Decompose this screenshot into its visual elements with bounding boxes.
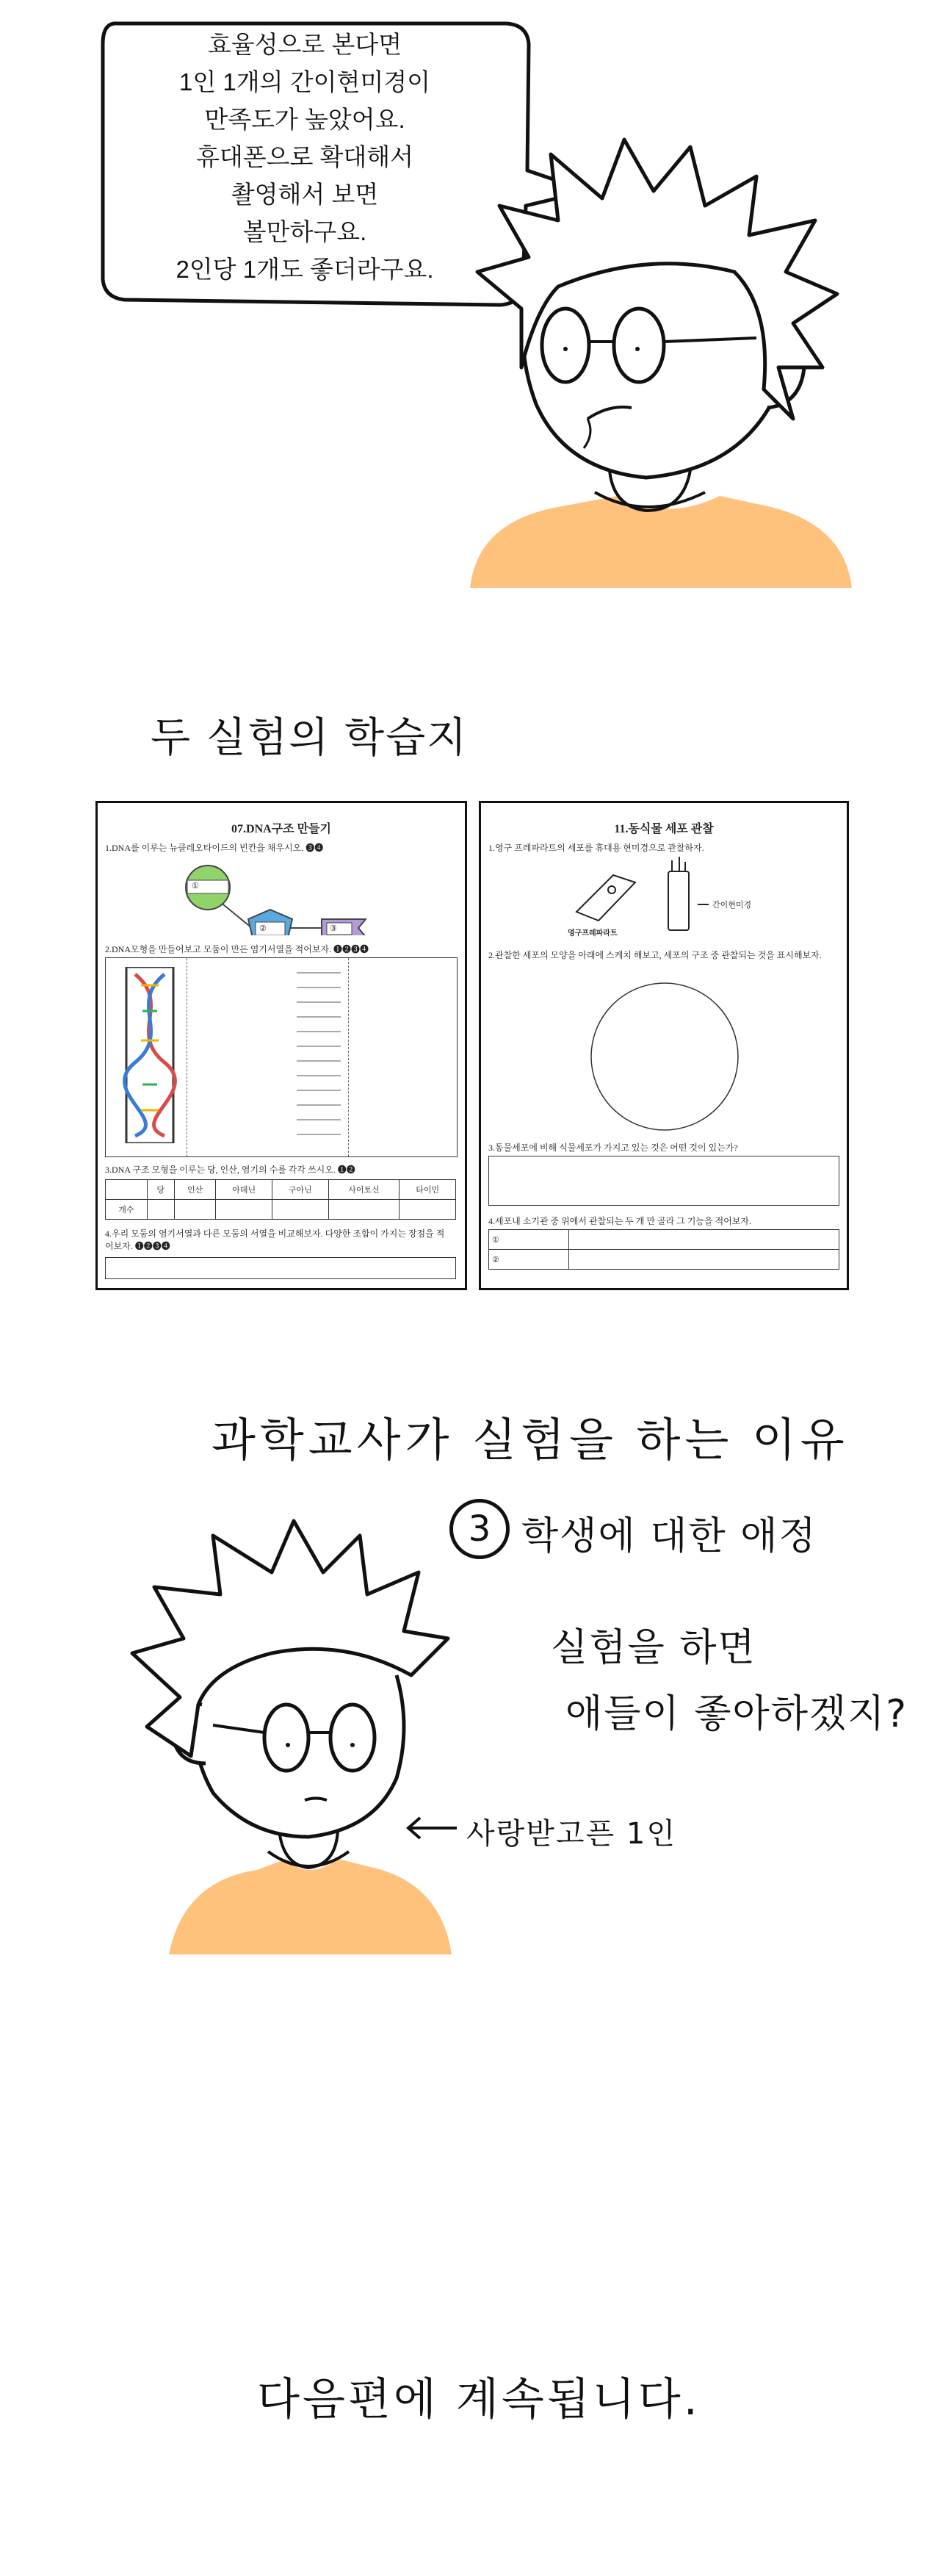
point-text: 학생에 대한 애정 bbox=[521, 1514, 817, 1558]
table-cell bbox=[328, 1200, 400, 1220]
table-header bbox=[106, 1180, 148, 1200]
table-row-label: ② bbox=[489, 1250, 569, 1270]
table-row-label: ① bbox=[489, 1230, 569, 1250]
point-number: 3 bbox=[468, 1508, 491, 1550]
question-4: 4.세포내 소기관 중 위에서 관찰되는 두 개 만 골라 그 기능을 적어보자. bbox=[488, 1216, 751, 1226]
question-1: 1.DNA를 이루는 뉴클레오타이드의 빈칸을 채우시오. ❸❹ bbox=[105, 843, 324, 853]
table-cell bbox=[174, 1200, 216, 1220]
organelle-table bbox=[488, 1229, 839, 1270]
question-3: 3.DNA 구조 모형을 이루는 당, 인산, 염기의 수를 각각 쓰시오. ❶❷ bbox=[105, 1165, 355, 1175]
question-3: 3.동물세포에 비해 식물세포가 가지고 있는 것은 어떤 것이 있는가? bbox=[488, 1143, 738, 1153]
bubble-line: 볼만하구요. bbox=[242, 218, 367, 245]
bubble-line: 효율성으로 본다면 bbox=[207, 31, 402, 58]
bubble-line: 1인 1개의 간이현미경이 bbox=[179, 68, 430, 96]
worksheet-cells bbox=[479, 801, 849, 1290]
table-header: 아데닌 bbox=[216, 1180, 272, 1200]
sketch-circle bbox=[588, 979, 742, 1134]
table-cell bbox=[569, 1230, 839, 1250]
nuc-label-3: ③ bbox=[330, 924, 337, 933]
answer-box bbox=[488, 1156, 839, 1206]
table-header: 타이민 bbox=[400, 1180, 456, 1200]
nuc-label-2: ② bbox=[259, 924, 267, 933]
bubble-line: 촬영해서 보면 bbox=[231, 181, 379, 208]
dna-model-box bbox=[105, 957, 458, 1157]
panel-1 bbox=[0, 0, 940, 602]
thought-line: 실험을 하면 bbox=[551, 1626, 756, 1670]
arrow-left-icon bbox=[402, 1813, 461, 1843]
worksheet-dna bbox=[95, 801, 467, 1290]
teacher-character bbox=[103, 1514, 485, 1969]
table-cell bbox=[216, 1200, 272, 1220]
base-pair-rungs bbox=[289, 965, 348, 1149]
arrow-label: 사랑받고픈 1인 bbox=[466, 1817, 677, 1851]
nuc-label-1: ① bbox=[192, 882, 199, 891]
question-4: 4.우리 모둠의 염기서열과 다른 모둠의 서열을 비교해보자. 다양한 조합이 가지는 장점을 적어보자. ❶❷❸❹ bbox=[105, 1228, 445, 1251]
answer-box bbox=[105, 1257, 456, 1279]
bubble-line: 2인당 1개도 좋더라구요. bbox=[176, 256, 434, 283]
question-2: 2.관찰한 세포의 모양을 아래에 스케치 해보고, 세포의 구조 중 관찰되는 것을 표시해보자. bbox=[488, 950, 822, 960]
table-cell bbox=[272, 1200, 329, 1220]
bubble-line: 휴대폰으로 확대해서 bbox=[195, 143, 414, 170]
table-cell bbox=[569, 1250, 839, 1270]
table-row-label: 개수 bbox=[106, 1200, 148, 1220]
table-header: 구아닌 bbox=[272, 1180, 329, 1200]
dna-divider bbox=[348, 958, 349, 1156]
to-be-continued: 다음편에 계속됩니다. bbox=[257, 2374, 701, 2425]
question-2: 2.DNA모형을 만들어보고 모둠이 만든 염기서열을 적어보자. ❶❷❸❹ bbox=[105, 944, 369, 954]
nucleotide-diagram bbox=[171, 855, 391, 935]
table-header: 사이토신 bbox=[328, 1180, 400, 1200]
worksheet-title: 11.동식물 세포 관찰 bbox=[614, 823, 714, 835]
worksheets-caption: 두 실험의 학습지 bbox=[151, 714, 469, 762]
teacher-character bbox=[426, 125, 881, 595]
thought-line: 애들이 좋아하겠지? bbox=[565, 1692, 908, 1736]
reason-heading: 과학교사가 실험을 하는 이유 bbox=[212, 1413, 849, 1467]
count-table bbox=[105, 1179, 456, 1220]
label-scope: 간이현미경 bbox=[712, 901, 752, 910]
table-header: 당 bbox=[147, 1180, 174, 1200]
table-cell bbox=[400, 1200, 456, 1220]
label-slide: 영구프레파라트 bbox=[568, 929, 618, 938]
question-1: 1.영구 프레파라트의 세포를 휴대용 현미경으로 관찰하자. bbox=[488, 843, 704, 853]
bubble-line: 만족도가 높았어요. bbox=[204, 106, 405, 133]
table-header: 인산 bbox=[174, 1180, 216, 1200]
worksheet-title: 07.DNA구조 만들기 bbox=[231, 823, 331, 835]
dna-helix-image bbox=[120, 967, 179, 1143]
table-cell bbox=[147, 1200, 174, 1220]
